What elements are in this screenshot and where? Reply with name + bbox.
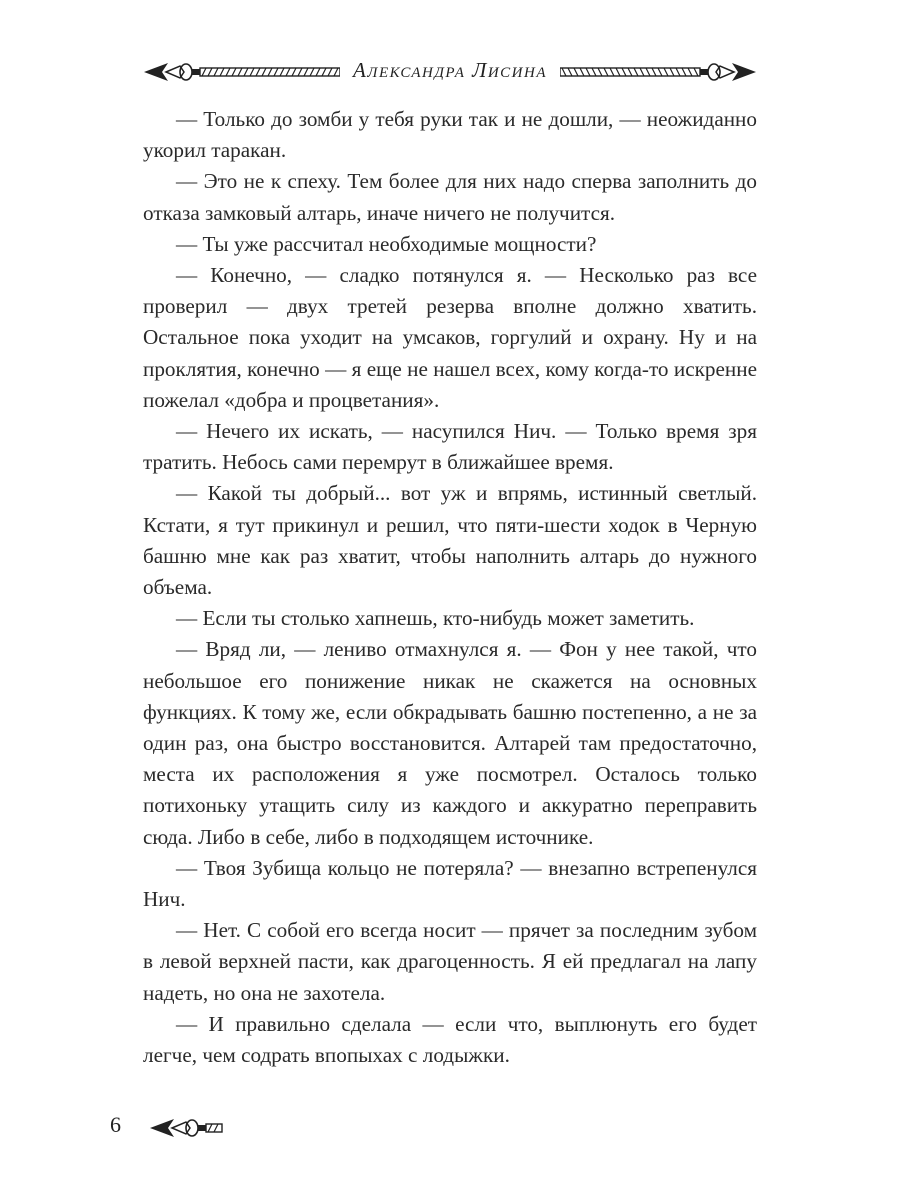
paragraph: — Нет. С собой его всегда носит — прячет за последним зубом в левой верхней пасти, как драгоценность. Я ей предлагал на лапу надеть, но она не захотела.	[143, 918, 757, 1005]
paragraph: — Это не к спеху. Тем более для них надо сперва заполнить до отказа замковый алтарь, иначе ничего не получится.	[143, 169, 757, 225]
paragraph: — Если ты столько хапнешь, кто-нибудь может заметить.	[176, 606, 695, 631]
running-header	[140, 52, 760, 92]
spear-tip-ornament-icon	[146, 1108, 226, 1148]
paragraph: — Вряд ли, — лениво отмахнулся я. — Фон у нее такой, что небольшое его понижение никак не скажется на основных функциях. К тому же, если обкрадывать башню постепенно, а не за один раз, она быстро восстановится. Алтарей там предостаточно, места их расположения я уже посмотрел. Осталось только потихоньку утащить силу из каждого и аккуратно переправить сюда. Либо в себе, либо в подходящем источнике.	[143, 637, 757, 849]
paragraph: — Только до зомби у тебя руки так и не дошли, — неожиданно укорил таракан.	[143, 107, 757, 163]
page-footer	[110, 1108, 250, 1148]
paragraph: — И правильно сделала — если что, выплюнуть его будет легче, чем содрать впопыхах с лодыжки.	[143, 1011, 757, 1068]
spear-ornament-right-icon	[560, 52, 760, 92]
paragraph: — Конечно, — сладко потянулся я. — Несколько раз все проверил — двух третей резерва вполне должно хватить. Остальное пока уходит на умсаков, горгулий и охрану. Ну и на проклятия, конечно — я еще не нашел всех, кому когда-то искренне пожелал «добра и процветания».	[143, 263, 757, 412]
body-text	[143, 104, 757, 1071]
paragraph: — Ты уже рассчитал необходимые мощности?	[176, 231, 597, 256]
page-number: 6	[110, 1112, 121, 1137]
paragraph: — Твоя Зубища кольцо не потеряла? — внезапно встрепенулся Нич.	[143, 855, 757, 912]
paragraph: — Нечего их искать, — насупился Нич. — Только время зря тратить. Небось сами перемрут в ближайшее время.	[143, 419, 757, 475]
paragraph: — Какой ты добрый... вот уж и впрямь, истинный светлый. Кстати, я тут прикинул и решил, что пяти-шести ходок в Черную башню мне как раз хватит, чтобы наполнить алтарь до нужного объема.	[143, 481, 757, 600]
running-title: Александра Лисина	[352, 58, 548, 82]
